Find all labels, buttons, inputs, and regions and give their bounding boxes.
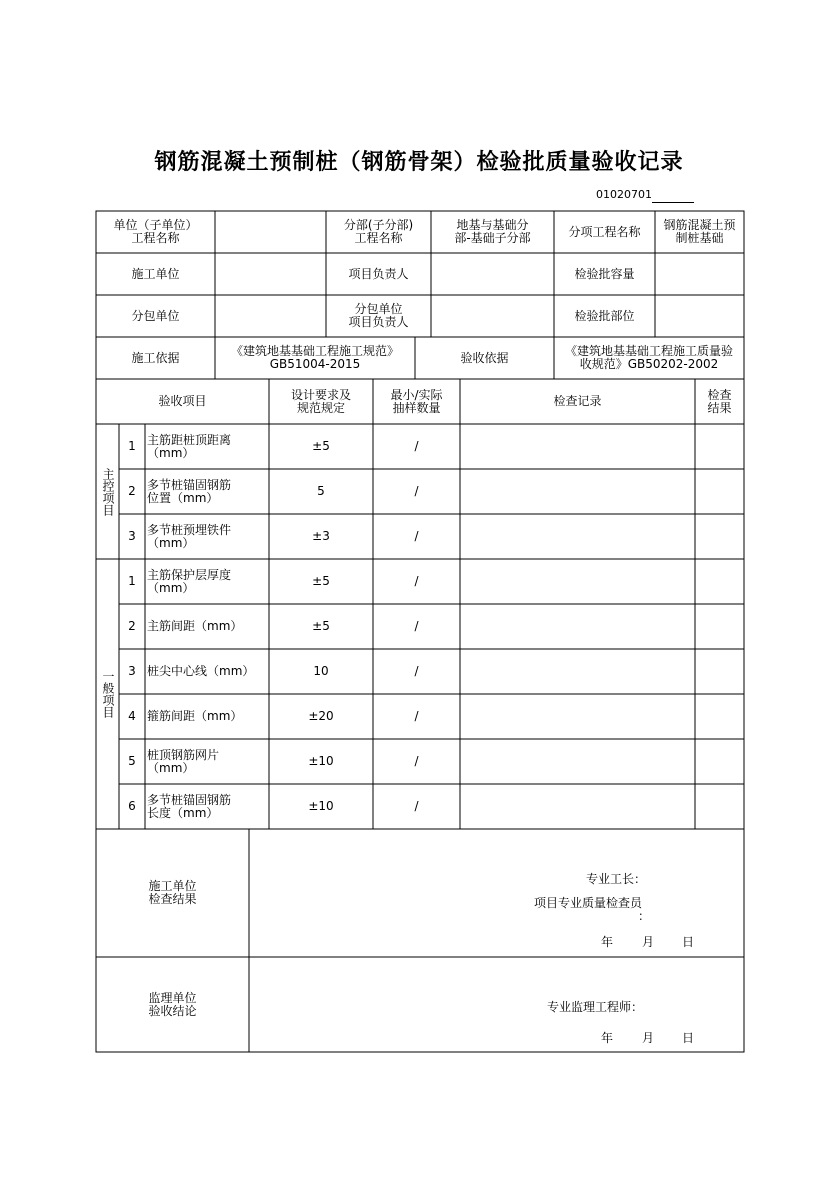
subsection-name-value: 地基与基础分 部-基础子分部 bbox=[454, 218, 531, 245]
row-item-name: 桩尖中心线（mm） bbox=[147, 664, 255, 678]
contractor-value bbox=[215, 253, 326, 295]
construction-basis-label: 施工依据 bbox=[131, 350, 180, 365]
row-number: 2 bbox=[128, 484, 136, 498]
row-sample-value: / bbox=[414, 574, 419, 588]
row-sample-value: / bbox=[414, 799, 419, 813]
row-design-value: ±5 bbox=[312, 439, 330, 453]
construction-check-label: 施工单位 检查结果 bbox=[148, 879, 197, 906]
inspector-label: 项目专业质量检查员 bbox=[534, 896, 643, 910]
main-group-label: 主控项目 bbox=[101, 467, 115, 516]
col-design-header: 设计要求及 规范规定 bbox=[290, 387, 351, 415]
row-item-name: 多节桩锚固钢筋 长度（mm） bbox=[147, 792, 232, 820]
row-design-value: ±5 bbox=[312, 574, 330, 588]
col-result-header: 检查 结果 bbox=[707, 387, 732, 415]
subcontractor-value bbox=[215, 295, 326, 337]
row-number: 1 bbox=[128, 439, 136, 453]
row-sample-value: / bbox=[414, 619, 419, 633]
sub-pm-value bbox=[431, 295, 554, 337]
batch-part-label: 检验批部位 bbox=[574, 308, 635, 323]
batch-part-value bbox=[655, 295, 744, 337]
row-item-name: 桩顶钢筋网片 （mm） bbox=[147, 747, 220, 775]
subcontractor-label: 分包单位 bbox=[131, 308, 180, 323]
row-sample-value: / bbox=[414, 529, 419, 543]
acceptance-basis-value: 《建筑地基基础工程施工质量验 收规范》GB50202-2002 bbox=[564, 344, 733, 371]
check-year: 年 bbox=[601, 935, 614, 949]
row-sample-value: / bbox=[414, 439, 419, 453]
row-number: 3 bbox=[128, 664, 136, 678]
col-sample-header: 最小/实际 抽样数量 bbox=[390, 387, 443, 415]
inspector-colon: ： bbox=[638, 909, 651, 923]
supervision-year: 年 bbox=[601, 1031, 614, 1045]
project-manager-value bbox=[431, 253, 554, 295]
project-manager-label: 项目负责人 bbox=[348, 266, 409, 281]
row-design-value: ±10 bbox=[308, 799, 334, 813]
row-design-value: ±5 bbox=[312, 619, 330, 633]
row-number: 1 bbox=[128, 574, 136, 588]
row-item-name: 主筋距桩顶距离 （mm） bbox=[147, 432, 232, 460]
batch-capacity-label: 检验批容量 bbox=[574, 266, 635, 281]
row-design-value: ±3 bbox=[312, 529, 330, 543]
row-number: 5 bbox=[128, 754, 136, 768]
subsection-name-label: 分部(子分部) 工程名称 bbox=[343, 218, 414, 245]
row-number: 2 bbox=[128, 619, 136, 633]
row-item-name: 多节桩预埋铁件 （mm） bbox=[147, 522, 232, 550]
row-sample-value: / bbox=[414, 484, 419, 498]
contractor-label: 施工单位 bbox=[131, 266, 180, 281]
sub-pm-label: 分包单位 项目负责人 bbox=[348, 302, 409, 329]
supervision-label: 监理单位 验收结论 bbox=[148, 990, 197, 1018]
general-group-label: 一般项目 bbox=[101, 670, 115, 718]
row-number: 3 bbox=[128, 529, 136, 543]
row-number: 6 bbox=[128, 799, 136, 813]
row-design-value: 5 bbox=[317, 484, 325, 498]
row-item-name: 主筋保护层厚度 （mm） bbox=[147, 567, 232, 595]
supervising-engineer-label: 专业监理工程师： bbox=[547, 1000, 644, 1014]
foreman-label: 专业工长： bbox=[586, 872, 647, 886]
row-sample-value: / bbox=[414, 709, 419, 723]
check-day: 日 bbox=[682, 935, 695, 949]
item-name-value: 钢筋混凝土预 制桩基础 bbox=[663, 218, 736, 245]
row-design-value: ±10 bbox=[308, 754, 334, 768]
row-number: 4 bbox=[128, 709, 136, 723]
form-code: 01020701 bbox=[596, 188, 652, 201]
row-sample-value: / bbox=[414, 754, 419, 768]
check-month: 月 bbox=[642, 935, 655, 949]
row-item-name: 多节桩锚固钢筋 位置（mm） bbox=[147, 477, 232, 505]
unit-name-label: 单位（子单位） 工程名称 bbox=[113, 218, 198, 245]
construction-basis-value: 《建筑地基基础工程施工规范》 GB51004-2015 bbox=[230, 344, 399, 371]
item-name-label: 分项工程名称 bbox=[568, 224, 641, 239]
row-item-name: 主筋间距（mm） bbox=[147, 619, 243, 633]
unit-name-value bbox=[215, 211, 326, 253]
col-item-header: 验收项目 bbox=[158, 394, 207, 408]
page-title: 钢筋混凝土预制桩（钢筋骨架）检验批质量验收记录 bbox=[154, 149, 684, 175]
batch-capacity-value bbox=[655, 253, 744, 295]
row-design-value: 10 bbox=[313, 664, 329, 678]
row-sample-value: / bbox=[414, 664, 419, 678]
row-item-name: 箍筋间距（mm） bbox=[147, 709, 243, 723]
acceptance-basis-label: 验收依据 bbox=[460, 350, 509, 365]
row-design-value: ±20 bbox=[308, 709, 334, 723]
supervision-day: 日 bbox=[682, 1031, 695, 1045]
supervision-month: 月 bbox=[642, 1031, 655, 1045]
col-record-header: 检查记录 bbox=[553, 394, 602, 408]
